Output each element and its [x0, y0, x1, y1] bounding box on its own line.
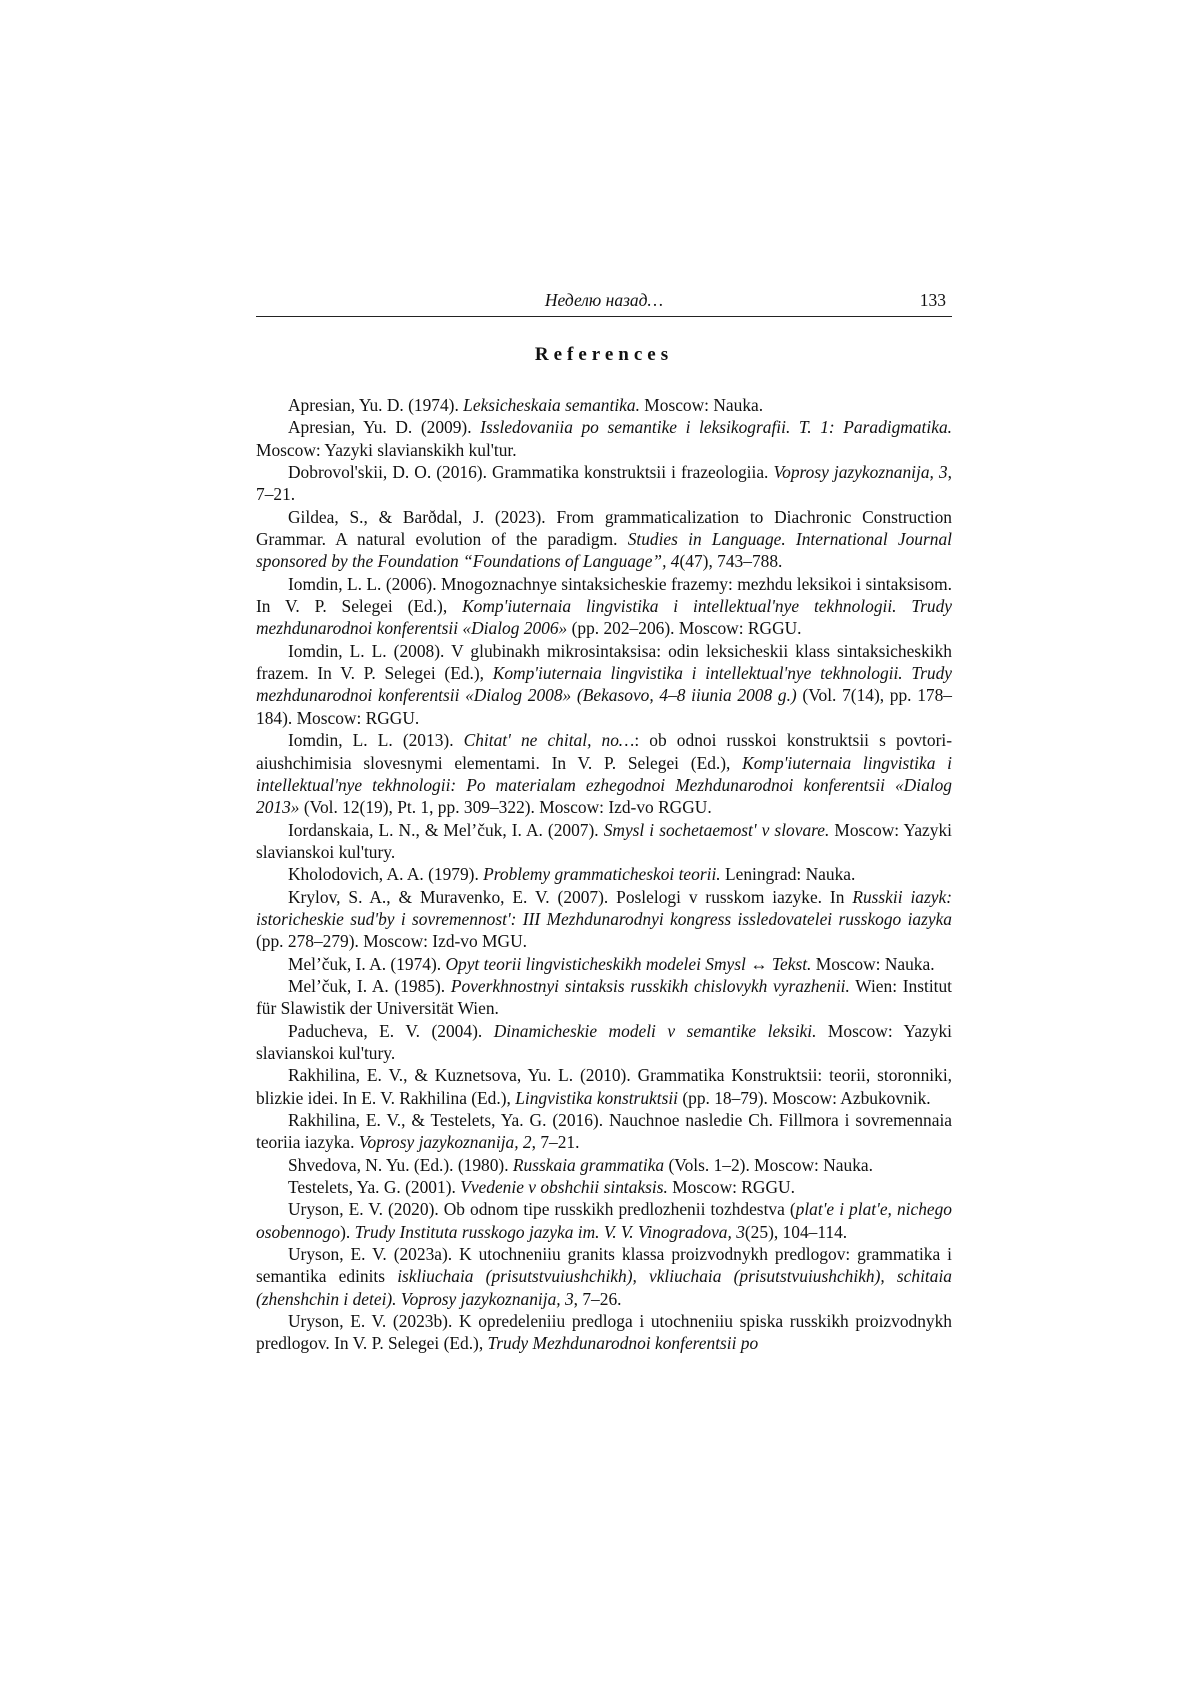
reference-entry: Shvedova, N. Yu. (Ed.). (1980). Russkaia grammatika (Vols. 1–2). Moscow: Nauka.: [288, 1154, 873, 1175]
page-number: 133: [919, 290, 946, 310]
reference-entry: Mel’čuk, I. A. (1985). Poverkhnostnyi sintaksis russkikh chislovykh vyrazhenii. Wien: Institut für Slawistik der Universität Wien.: [256, 975, 953, 1019]
reference-list: [256, 394, 952, 1355]
running-title: Неделю назад…: [544, 290, 664, 310]
references-heading: References: [534, 344, 674, 365]
reference-entry: Mel’čuk, I. A. (1974). Opyt teorii lingvisticheskikh modelei Smysl ↔ Tekst. Moscow: Nauka.: [288, 953, 935, 974]
reference-entry: Paducheva, E. V. (2004). Dinamicheskie modeli v semantike leksiki. Moscow: Yazyki slavianskoi kul'tury.: [256, 1020, 952, 1063]
reference-entry: Rakhilina, E. V., & Kuznetsova, Yu. L. (2010). Grammatika Konstruktsii: teorii, storonniki, blizkie idei. In E. V. Rakhilina (Ed.), Lingvistika konstruktsii (pp. 18–79). Moscow: Azbukovnik.: [256, 1065, 952, 1108]
reference-entry: Iomdin, L. L. (2008). V glubinakh mikrosintaksisa: odin leksicheskii klass sintaksicheskikh frazem. In V. P. Selegei (Ed.), Komp'iuternaia lingvistika i intellektual'nye tekhnologii. Trudy mezhdunarodnoi konferentsii «Dialog 2008» (Bekasovo, 4–8 iiunia 2008 g.) (Vol. 7(14), pp. 178–184). Moscow: RGGU.: [256, 640, 952, 728]
reference-entry: Iordanskaia, L. N., & Mel’čuk, I. A. (2007). Smysl i sochetaemost' v slovare. Moscow: Yazyki slavianskoi kul'tury.: [256, 819, 952, 862]
reference-entry: Apresian, Yu. D. (1974). Leksicheskaia semantika. Moscow: Nauka.: [288, 395, 764, 415]
reference-entry: Iomdin, L. L. (2013). Chitat' ne chital, no…: ob odnoi russkoi konstruktsii s povtoriaiushchimisia slovesnymi elementami. In V. P. Selegei (Ed.), Komp'iuternaia lingvistika i intellektual'nye tekhnologii: Po materialam ezhegodnoi Mezhdunarodnoi konferentsii «Dialog 2013» (Vol. 12(19), Pt. 1, pp. 309–322). Moscow: Izd-vo RGGU.: [256, 730, 952, 818]
reference-entry: Uryson, E. V. (2020). Ob odnom tipe russkikh predlozhenii tozhdestva (plat'e i plat'e, nichego osobennogo). Trudy Instituta russkogo jazyka im. V. V. Vinogradova, 3(25), 104–114.: [256, 1199, 952, 1242]
reference-entry: Testelets, Ya. G. (2001). Vvedenie v obshchii sintaksis. Moscow: RGGU.: [288, 1177, 795, 1198]
reference-entry: Iomdin, L. L. (2006). Mnogoznachnye sintaksicheskie frazemy: mezhdu leksikoi i sintaksisom. In V. P. Selegei (Ed.), Komp'iuternaia lingvistika i intellektual'nye tekhnologii. Trudy mezhdunarodnoi konferentsii «Dialog 2006» (pp. 202–206). Moscow: RGGU.: [256, 573, 952, 639]
reference-entry: Kholodovich, A. A. (1979). Problemy grammaticheskoi teorii. Leningrad: Nauka.: [288, 864, 856, 885]
reference-entry: Apresian, Yu. D. (2009). Issledovaniia po semantike i leksikografii. T. 1: Paradigmatika. Moscow: Yazyki slavianskikh kul'tur.: [256, 417, 952, 460]
reference-entry: Gildea, S., & Barðdal, J. (2023). From grammaticalization to Diachronic Construction Grammar. A natural evolution of the paradigm. Studies in Language. International Journal sponsored by the Foundation “Foundations of Language”, 4(47), 743–788.: [256, 506, 952, 572]
reference-entry: Rakhilina, E. V., & Testelets, Ya. G. (2016). Nauchnoe nasledie Ch. Fillmora i sovremennaia teoriia iazyka. Voprosy jazykoznanija, 2, 7–21.: [256, 1110, 952, 1153]
reference-entry: Krylov, S. A., & Muravenko, E. V. (2007). Poslelogi v russkom iazyke. In Russkii iazyk: istoricheskie sud'by i sovremennost': III Mezhdunarodnyi kongress issledovatelei russkogo iazyka (pp. 278–279). Moscow: Izd-vo MGU.: [256, 886, 952, 952]
reference-entry: Dobrovol'skii, D. O. (2016). Grammatika konstruktsii i frazeologiia. Voprosy jazykoznanija, 3, 7–21.: [256, 462, 952, 505]
reference-entry: Uryson, E. V. (2023a). K utochneniiu granits klassa proizvodnykh predlogov: grammatika i semantika edinits iskliuchaia (prisutstvuiushchikh), vkliuchaia (prisutstvuiushchikh), schitaia (zhenshchin i detei). Voprosy jazykoznanija, 3, 7–26.: [256, 1244, 952, 1309]
reference-entry: Uryson, E. V. (2023b). K opredeleniiu predloga i utochneniiu spiska russkikh proizvodnykh predlogov. In V. P. Selegei (Ed.), Trudy Mezhdunarodnoi konferentsii po: [256, 1311, 952, 1354]
running-header: [256, 288, 952, 317]
